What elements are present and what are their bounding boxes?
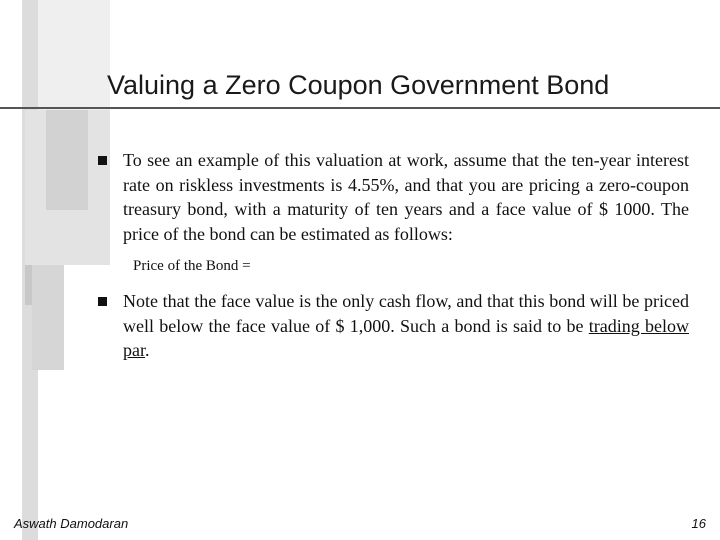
decorative-bar: [25, 265, 32, 305]
bullet-square-icon: [98, 156, 107, 165]
footer-author: Aswath Damodaran: [14, 516, 129, 531]
decorative-bar: [32, 265, 64, 370]
bullet-square-icon: [98, 297, 107, 306]
decorative-bar: [46, 110, 88, 210]
formula-label: Price of the Bond =: [133, 258, 251, 274]
bullet-text-2: [123, 289, 689, 363]
title-divider: [0, 107, 720, 109]
decorative-bar: [38, 0, 110, 110]
bullet-text-2-end: .: [145, 340, 150, 360]
slide-title: Valuing a Zero Coupon Government Bond: [107, 70, 610, 100]
bullet-text-1: To see an example of this valuation at work, assume that the ten-year interest rate on riskless investments is 4.55%, and that you are pricing a zero-coupon treasury bond, with a maturity of ten years and a face value of $ 1000. The price of the bond can be estimated as follows:: [123, 150, 689, 244]
footer-page-number: 16: [691, 516, 706, 531]
bullet-text-2-start: Note that the face value is the only cash flow, and that this bond will be priced well below the face value of $ 1,000. Such a bond is said to be: [123, 291, 689, 336]
underlined-term: trading below par: [123, 315, 689, 360]
